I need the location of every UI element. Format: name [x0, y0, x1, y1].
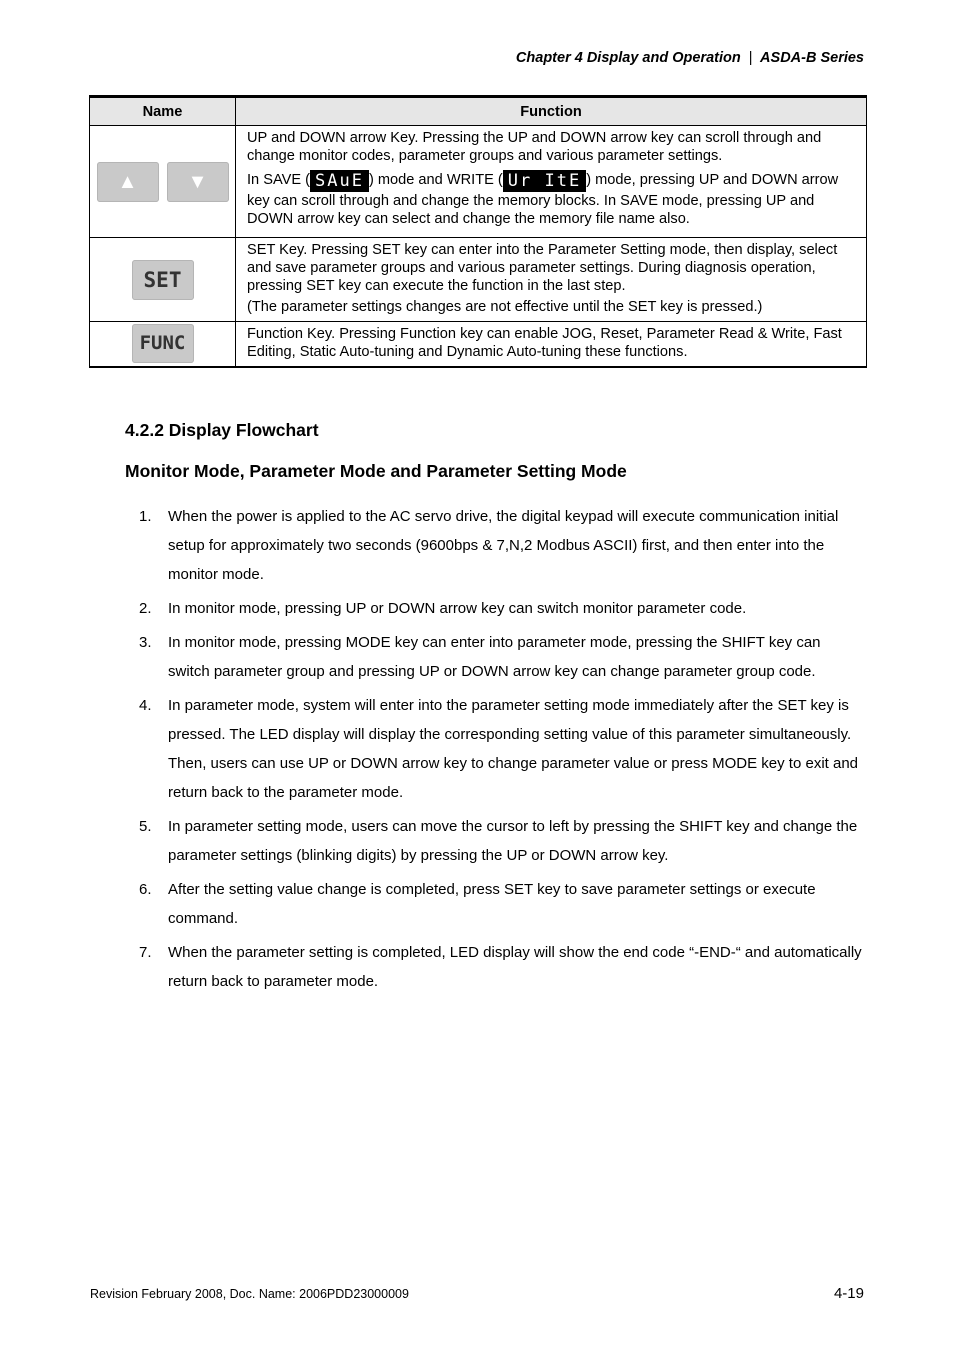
list-text: After the setting value change is completed, press SET key to save parameter settings or execute command. — [168, 881, 816, 927]
description-paragraph: SET Key. Pressing SET key can enter into the Parameter Setting mode, then display, select and save parameter groups and various parameter settings. During diagnosis operation, pressing SET key can execute the function in the last step. — [247, 242, 838, 294]
description-note: (The parameter settings changes are not effective until the SET key is pressed.) — [247, 299, 763, 315]
arrow-keys-cell — [90, 126, 236, 238]
description-paragraph: UP and DOWN arrow Key. Pressing the UP and DOWN arrow key can scroll through and change monitor codes, parameter groups and various parameter settings. — [247, 130, 822, 164]
write-display-icon: Ur ItE — [503, 170, 586, 192]
list-number: 4. — [139, 697, 152, 714]
save-display-icon: SAuE — [310, 170, 369, 192]
up-arrow-key — [97, 162, 159, 202]
list-item — [125, 594, 865, 623]
func-key-icon: FUNC — [132, 324, 194, 363]
up-arrow-icon: ▲ — [117, 170, 138, 193]
list-number: 1. — [139, 508, 152, 525]
chapter-title: Chapter 4 Display and Operation — [515, 50, 741, 66]
list-text: In parameter setting mode, users can move the cursor to left by pressing the SHIFT key and change the parameter settings (blinking digits) by pressing the UP or DOWN arrow key. — [168, 818, 858, 864]
list-item — [125, 628, 865, 686]
table-row-func-key — [90, 322, 867, 367]
description-paragraph — [247, 170, 856, 228]
list-number: 3. — [139, 634, 152, 651]
list-item — [125, 875, 865, 933]
list-item — [125, 502, 865, 589]
func-key-cell — [90, 322, 236, 367]
column-header-function: Function — [236, 97, 867, 126]
text-fragment: ) mode and WRITE ( — [368, 172, 503, 188]
text-fragment: ) mode, pressing UP and DOWN arrow key can scroll through and change the memory blocks. In SAVE mode, pressing UP and DOWN arrow key can select and change the memory file name also. — [247, 172, 839, 227]
list-item — [125, 812, 865, 870]
list-text: When the power is applied to the AC servo drive, the digital keypad will execute communication initial setup for approximately two seconds (9600bps & 7,N,2 Modbus ASCII) first, and then enter into the monitor mode. — [168, 508, 839, 583]
list-text: In parameter mode, system will enter into the parameter setting mode immediately after the SET key is pressed. The LED display will display the corresponding setting value of this parameter simultaneously. Then, users can use UP or DOWN arrow key to change parameter value or press MODE key to exit and return back to the parameter mode. — [168, 697, 859, 801]
footer-revision: Revision February 2008, Doc. Name: 2006PDD23000009 — [90, 1287, 409, 1301]
text-fragment: In SAVE ( — [247, 172, 310, 188]
list-text: In monitor mode, pressing UP or DOWN arrow key can switch monitor parameter code. — [168, 600, 747, 617]
description-paragraph: Function Key. Pressing Function key can enable JOG, Reset, Parameter Read & Write, Fast Editing, Static Auto-tuning and Dynamic Auto-tuning these functions. — [247, 326, 842, 360]
section-title: 4.2.2 Display Flowchart — [125, 420, 319, 440]
page-header — [0, 50, 864, 66]
list-text: In monitor mode, pressing MODE key can enter into parameter mode, pressing the SHIFT key can switch parameter group and pressing UP or DOWN arrow key can change parameter group code. — [168, 634, 821, 680]
list-number: 6. — [139, 881, 152, 898]
arrow-keys-description — [236, 126, 867, 238]
keypad-function-table — [89, 95, 867, 368]
list-number: 7. — [139, 944, 152, 961]
down-arrow-icon: ▼ — [187, 170, 208, 193]
func-key-description — [236, 322, 867, 367]
list-number: 2. — [139, 600, 152, 617]
steps-list — [125, 502, 865, 1001]
table-row-arrow-keys — [90, 126, 867, 238]
column-header-name: Name — [90, 97, 236, 126]
page-number: 4-19 — [833, 1285, 864, 1302]
set-key-cell — [90, 238, 236, 322]
set-key-icon: SET — [132, 260, 194, 300]
list-number: 5. — [139, 818, 152, 835]
table-header-row — [90, 97, 867, 126]
down-arrow-key — [167, 162, 229, 202]
list-item — [125, 691, 865, 807]
table-row-set-key — [90, 238, 867, 322]
set-key-description — [236, 238, 867, 322]
header-separator: | — [748, 50, 753, 66]
series-name: ASDA-B Series — [760, 50, 864, 66]
subsection-title: Monitor Mode, Parameter Mode and Parameter Setting Mode — [125, 461, 627, 481]
list-text: When the parameter setting is completed, LED display will show the end code “-END-“ and automatically return back to parameter mode. — [168, 944, 862, 990]
list-item — [125, 938, 865, 996]
